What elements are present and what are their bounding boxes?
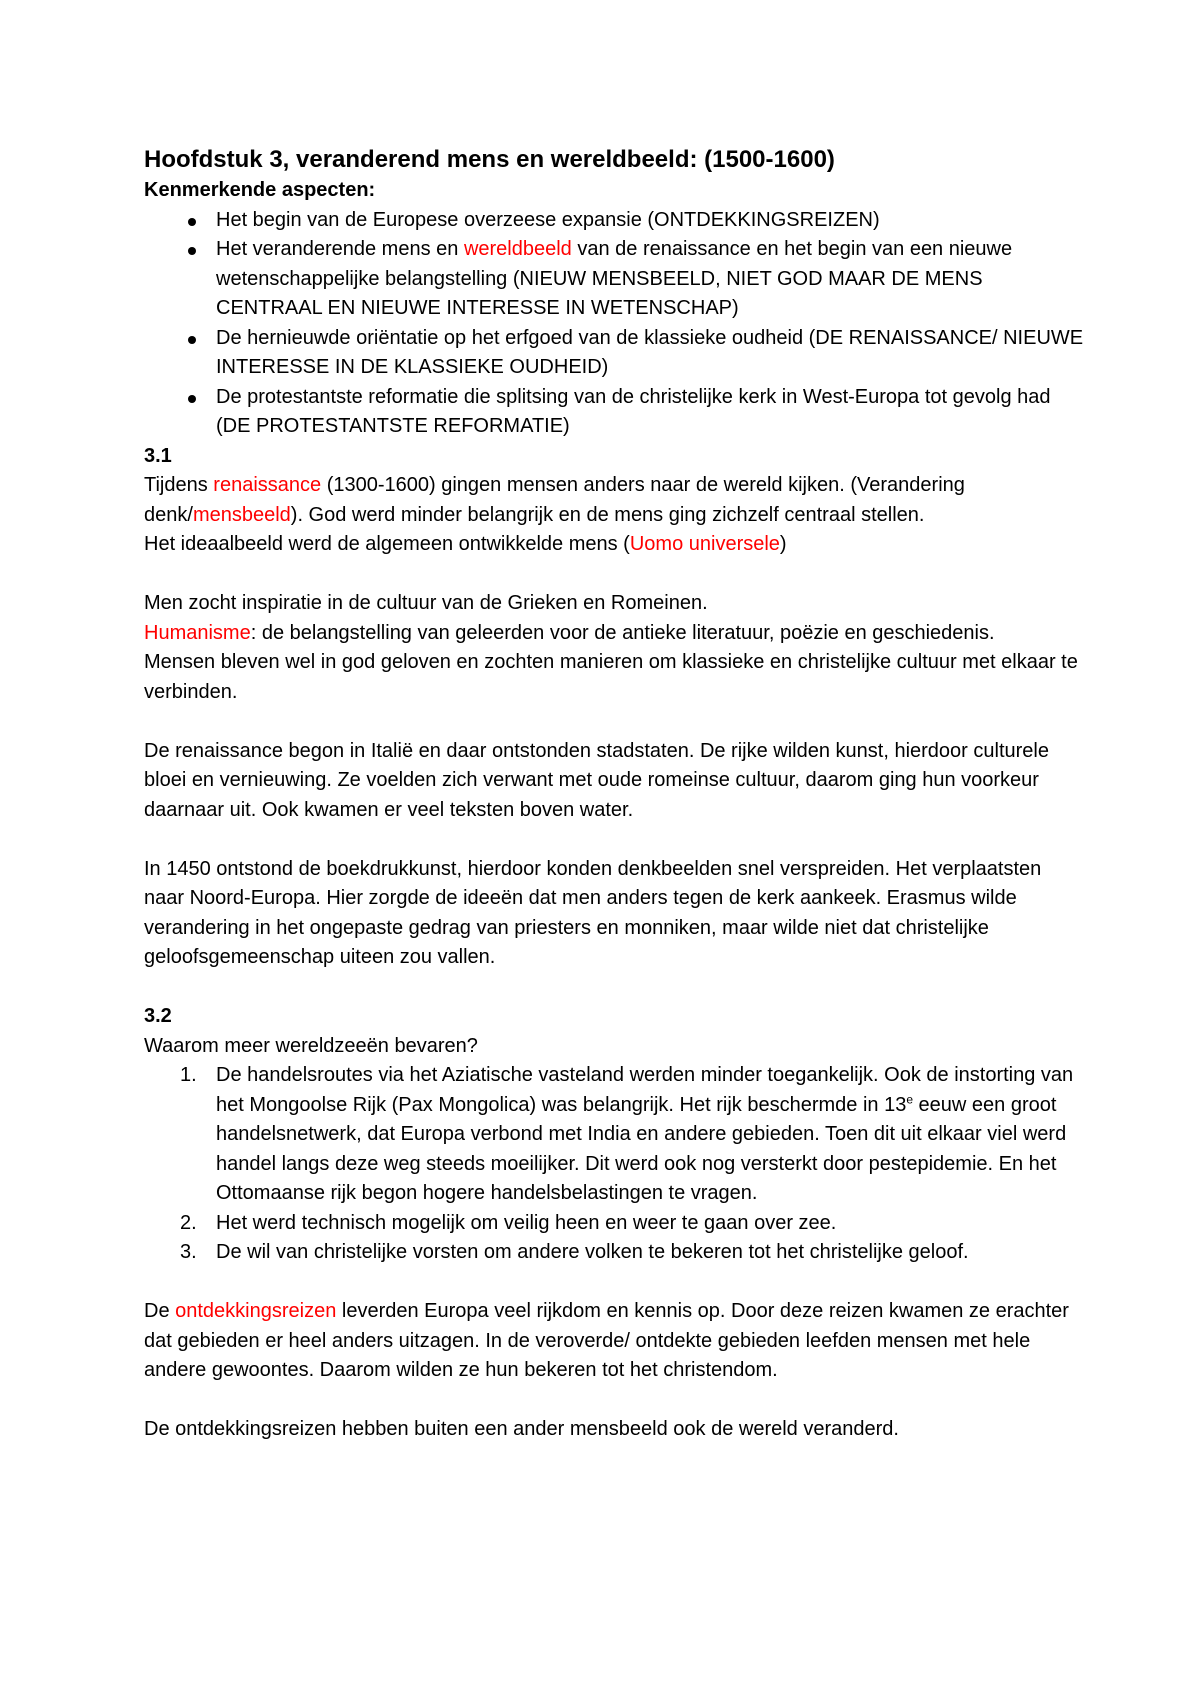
paragraph: De ontdekkingsreizen hebben buiten een ander mensbeeld ook de wereld veranderd. xyxy=(144,1418,899,1440)
spacer xyxy=(144,973,1084,1003)
section-heading-3-1: 3.1 xyxy=(144,444,172,467)
list-number: 1. xyxy=(180,1064,197,1086)
list-item: 2. Het werd technisch mogelijk om veilig heen en weer te gaan over zee. xyxy=(144,1209,1084,1239)
paragraph: Mensen bleven wel in god geloven en zochten manieren om klassieke en christelijke cultuur met elkaar te verbinden. xyxy=(144,651,1078,703)
bullet-icon xyxy=(188,336,196,344)
paragraph: Humanisme: de belangstelling van geleerden voor de antieke literatuur, poëzie en geschiedenis. xyxy=(144,621,995,644)
list-item: Het veranderende mens en wereldbeeld van de renaissance en het begin van een nieuwe wetenschappelijke belangstelling (NIEUW MENSBEELD, NIET GOD MAAR DE MENS CENTRAAL EN NIEUWE INTERESSE IN WETENSCHAP) xyxy=(144,235,1084,324)
highlight-term: Uomo universele xyxy=(629,533,780,555)
list-item: De protestantste reformatie die splitsing van de christelijke kerk in West-Europa tot gevolg had (DE PROTESTANTSTE REFORMATIE) xyxy=(144,383,1084,442)
paragraph: In 1450 ontstond de boekdrukkunst, hierdoor konden denkbeelden snel verspreiden. Het verplaatsten naar Noord-Europa. Hier zorgde de ideeën dat men anders tegen de kerk aankeek. Erasmus wilde verandering in het ongepaste gedrag van priesters en monniken, maar wilde niet dat christelijke geloofsgemeenschap uiteen zou vallen. xyxy=(144,857,1042,968)
bullet-icon xyxy=(188,218,196,226)
page-title: Hoofdstuk 3, veranderend mens en wereldbeeld: (1500-1600) xyxy=(144,146,835,173)
subheading: Kenmerkende aspecten: xyxy=(144,179,376,201)
highlight-term: renaissance xyxy=(213,474,322,496)
bullet-icon xyxy=(188,247,196,255)
spacer xyxy=(144,560,1084,590)
paragraph: Waarom meer wereldzeeën bevaren? xyxy=(144,1034,478,1057)
paragraph: De renaissance begon in Italië en daar ontstonden stadstaten. De rijke wilden kunst, hierdoor culturele bloei en vernieuwing. Ze voelden zich verwant met oude romeinse cultuur, daarom ging hun voorkeur daarnaar uit. Ook kwamen er veel teksten boven water. xyxy=(144,739,1049,821)
highlight-term: ontdekkingsreizen xyxy=(175,1300,337,1322)
highlight-term: Humanisme xyxy=(144,621,251,644)
list-item: Het begin van de Europese overzeese expansie (ONTDEKKINGSREIZEN) xyxy=(144,206,1084,236)
spacer xyxy=(144,825,1084,855)
document-page xyxy=(144,144,1084,1445)
paragraph: Tijdens renaissance (1300-1600) gingen mensen anders naar de wereld kijken. (Verandering denk/mensbeeld). God werd minder belangrijk en de mens ging zichzelf centraal stellen. xyxy=(144,474,965,526)
spacer xyxy=(144,707,1084,737)
spacer xyxy=(144,1386,1084,1416)
list-item: 3. De wil van christelijke vorsten om andere volken te bekeren tot het christelijke geloof. xyxy=(144,1238,1084,1268)
section-heading-3-2: 3.2 xyxy=(144,1005,172,1027)
aspects-list xyxy=(144,206,1084,442)
highlight-term: wereldbeeld xyxy=(463,238,572,260)
paragraph: De ontdekkingsreizen leverden Europa veel rijkdom en kennis op. Door deze reizen kwamen ze erachter dat gebieden er heel anders uitzagen. In de veroverde/ ontdekte gebieden leefden mensen met hele andere gewoontes. Daarom wilden ze hun bekeren tot het christendom. xyxy=(144,1300,1069,1381)
bullet-icon xyxy=(188,395,196,403)
list-number: 3. xyxy=(180,1241,197,1263)
reasons-list xyxy=(144,1061,1084,1268)
highlight-term: mensbeeld xyxy=(192,503,291,526)
spacer xyxy=(144,1268,1084,1298)
list-item: De hernieuwde oriëntatie op het erfgoed van de klassieke oudheid (DE RENAISSANCE/ NIEUWE INTERESSE IN DE KLASSIEKE OUDHEID) xyxy=(144,324,1084,383)
paragraph: Men zocht inspiratie in de cultuur van de Grieken en Romeinen. xyxy=(144,592,708,614)
list-number: 2. xyxy=(180,1211,197,1234)
list-item: 1. De handelsroutes via het Aziatische vasteland werden minder toegankelijk. Ook de instorting van het Mongoolse Rijk (Pax Mongolica) was belangrijk. Het rijk beschermde in 13e eeuw een groot handelsnetwerk, dat Europa verbond met India en andere gebieden. Toen dit uit elkaar viel werd handel langs deze weg steeds moeilijker. Dit werd ook nog versterkt door pestepidemie. En het Ottomaanse rijk begon hogere handelsbelastingen te vragen. xyxy=(144,1061,1084,1209)
paragraph: Het ideaalbeeld werd de algemeen ontwikkelde mens (Uomo universele) xyxy=(144,533,787,555)
